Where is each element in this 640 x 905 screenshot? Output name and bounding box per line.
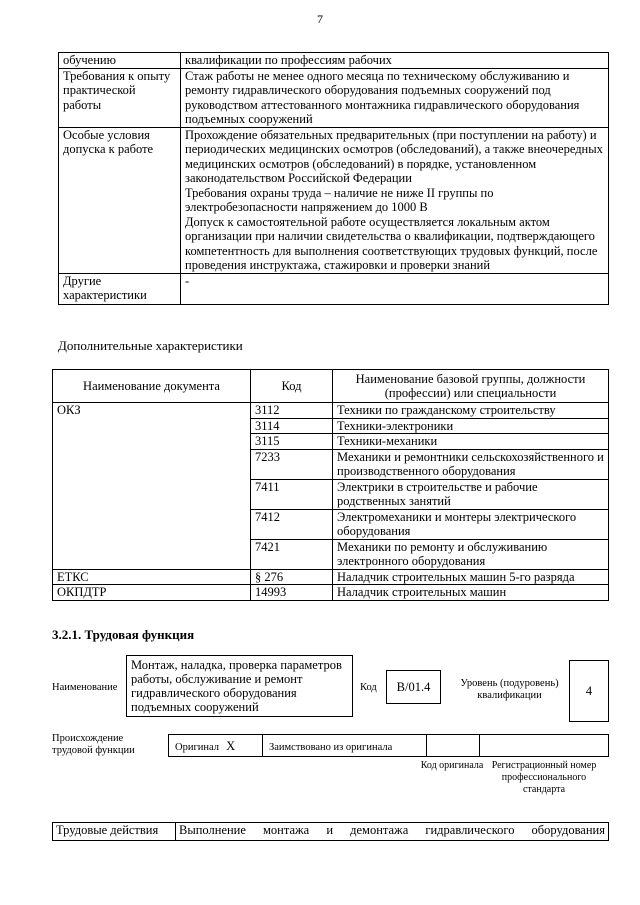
- table-row: [53, 569, 609, 585]
- row-label: Требования к опыту практической работы: [59, 68, 181, 127]
- name-cell: Техники-электроники: [333, 418, 609, 434]
- name-cell: Электрики в строительстве и рабочие родственных занятий: [333, 479, 609, 509]
- code-cell: 3115: [251, 434, 333, 450]
- header-cell: Наименование базовой группы, должности (профессии) или специальности: [333, 370, 609, 403]
- row-label: Другие характеристики: [59, 273, 181, 304]
- code-cell: 3114: [251, 418, 333, 434]
- paragraph: Прохождение обязательных предварительных (при поступлении на работу) и периодических медицинских осмотров (обследований), а также внеочередных медицинских осмотров (обследований) в порядке, установленном законодательством Российской Федерации: [185, 127, 603, 185]
- doc-cell: ОКЗ: [53, 403, 251, 570]
- origin-label: Происхождение трудовой функции: [52, 733, 135, 756]
- code-cell: 3112: [251, 403, 333, 419]
- code-label: Код: [360, 682, 377, 693]
- table-row: [53, 585, 609, 601]
- original-mark: X: [226, 739, 236, 753]
- code-cell: 7411: [251, 479, 333, 509]
- function-title: 3.2.1. Трудовая функция: [52, 627, 195, 642]
- name-cell: Техники-механики: [333, 434, 609, 450]
- page-number: 7: [317, 12, 323, 26]
- reg-number-box: [479, 734, 609, 757]
- table-row: [59, 127, 609, 273]
- table-row: [59, 273, 609, 304]
- row-label: Особые условия допуска к работе: [59, 127, 181, 273]
- borrowed-box: [262, 734, 427, 757]
- code-cell: § 276: [251, 569, 333, 585]
- table-row: [53, 823, 609, 841]
- header-cell: Код: [251, 370, 333, 403]
- code-cell: 7421: [251, 539, 333, 569]
- function-name-box: Монтаж, наладка, проверка параметров работы, обслуживание и ремонт гидравлического оборудования подъемных сооружений: [126, 655, 353, 717]
- requirements-table: [58, 52, 609, 305]
- level-value-box: 4: [569, 660, 609, 722]
- labor-actions-value: Выполнение монтажа и демонтажа гидравлического оборудования: [176, 823, 609, 841]
- doc-cell: ЕТКС: [53, 569, 251, 585]
- origin-code-label: Код оригинала: [420, 760, 484, 771]
- level-label: Уровень (подуровень) квалификации: [460, 678, 559, 701]
- paragraph: Требования охраны труда – наличие не ниже II группы по электробезопасности напряжением до 1000 В: [185, 185, 494, 214]
- original-label: Оригинал: [175, 742, 219, 753]
- name-cell: Наладчик строительных машин: [333, 585, 609, 601]
- labor-actions-table: [52, 822, 609, 841]
- paragraph: Допуск к самостоятельной работе осуществляется локальным актом организации при наличии свидетельства о квалификации, подтверждающего компетентность для выполнения соответствующих трудовых функций, после проведения инструктажа, стажировки и проверки знаний: [185, 214, 598, 272]
- section-title: Дополнительные характеристики: [58, 338, 243, 353]
- code-cell: 14993: [251, 585, 333, 601]
- additional-characteristics-table: [52, 369, 609, 601]
- name-cell: Техники по гражданскому строительству: [333, 403, 609, 419]
- row-label: обучению: [59, 53, 181, 69]
- row-value: квалификации по профессиям рабочих: [181, 53, 609, 69]
- table-row: [59, 68, 609, 127]
- original-box: [168, 734, 263, 757]
- row-value: Стаж работы не менее одного месяца по техническому обслуживанию и ремонту гидравлического оборудования подъемных сооружений под руководством аттестованного монтажника гидравлического оборудования подъемных сооружений: [181, 68, 609, 127]
- header-cell: Наименование документа: [53, 370, 251, 403]
- origin-code-box: [426, 734, 480, 757]
- name-label: Наименование: [52, 682, 118, 693]
- reg-number-label: Регистрационный номер профессионального стандарта: [491, 760, 597, 795]
- function-code-box: B/01.4: [386, 670, 441, 704]
- code-cell: 7233: [251, 449, 333, 479]
- borrowed-label: Заимствовано из оригинала: [269, 742, 393, 753]
- row-value: -: [181, 273, 609, 304]
- table-header: [53, 370, 609, 403]
- name-cell: Электромеханики и монтеры электрического оборудования: [333, 509, 609, 539]
- labor-actions-label: Трудовые действия: [53, 823, 176, 841]
- name-cell: Механики по ремонту и обслуживанию электронного оборудования: [333, 539, 609, 569]
- table-row: [53, 403, 609, 419]
- code-cell: 7412: [251, 509, 333, 539]
- name-cell: Механики и ремонтники сельскохозяйственного и производственного оборудования: [333, 449, 609, 479]
- doc-cell: ОКПДТР: [53, 585, 251, 601]
- row-value: [181, 127, 609, 273]
- name-cell: Наладчик строительных машин 5-го разряда: [333, 569, 609, 585]
- table-row: [59, 53, 609, 69]
